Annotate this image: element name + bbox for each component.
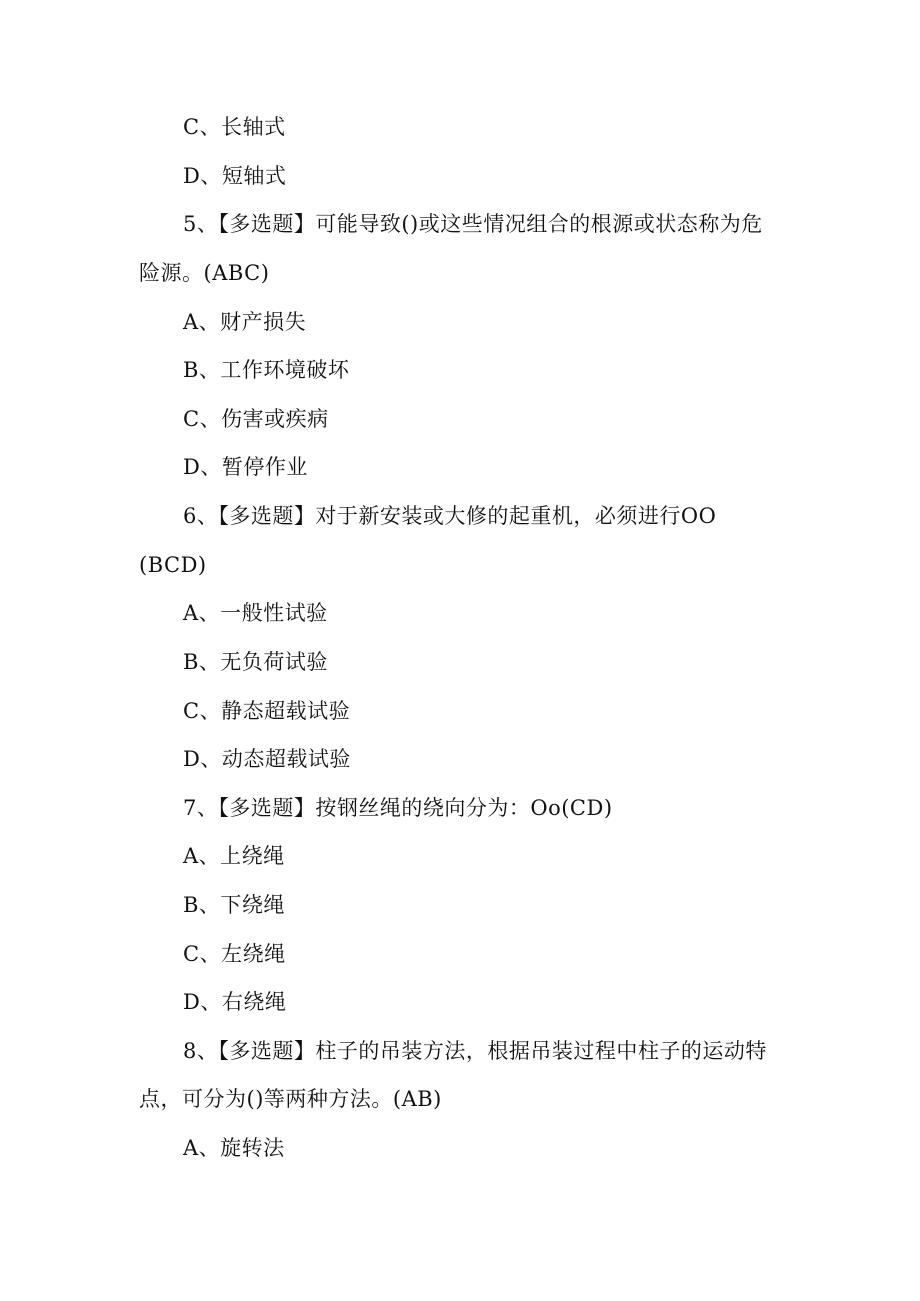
option-line: C、静态超载试验 xyxy=(183,699,351,723)
question-continuation: 点，可分为()等两种方法。(AB) xyxy=(139,1087,442,1111)
question-line: 5、【多选题】可能导致()或这些情况组合的根源或状态称为危 xyxy=(183,212,763,236)
option-line: D、动态超载试验 xyxy=(183,747,351,771)
option-line: B、无负荷试验 xyxy=(183,650,328,674)
question-continuation: 险源。(ABC) xyxy=(139,261,270,285)
option-line: B、下绕绳 xyxy=(183,893,285,917)
question-continuation: (BCD) xyxy=(139,553,207,577)
question-line: 7、【多选题】按钢丝绳的绕向分为：Oo(CD) xyxy=(183,796,613,820)
question-line: 8、【多选题】柱子的吊装方法，根据吊装过程中柱子的运动特 xyxy=(183,1039,767,1063)
option-line: B、工作环境破坏 xyxy=(183,358,350,382)
option-line: D、暂停作业 xyxy=(183,455,308,479)
option-line: A、上绕绳 xyxy=(183,844,285,868)
option-line: C、长轴式 xyxy=(183,115,286,139)
question-line: 6、【多选题】对于新安装或大修的起重机，必须进行OO xyxy=(183,504,717,528)
option-line: C、伤害或疾病 xyxy=(183,407,329,431)
option-line: C、左绕绳 xyxy=(183,942,286,966)
option-line: D、右绕绳 xyxy=(183,990,287,1014)
option-line: A、财产损失 xyxy=(183,310,307,334)
option-line: A、旋转法 xyxy=(183,1136,285,1160)
option-line: D、短轴式 xyxy=(183,164,287,188)
option-line: A、一般性试验 xyxy=(183,601,328,625)
